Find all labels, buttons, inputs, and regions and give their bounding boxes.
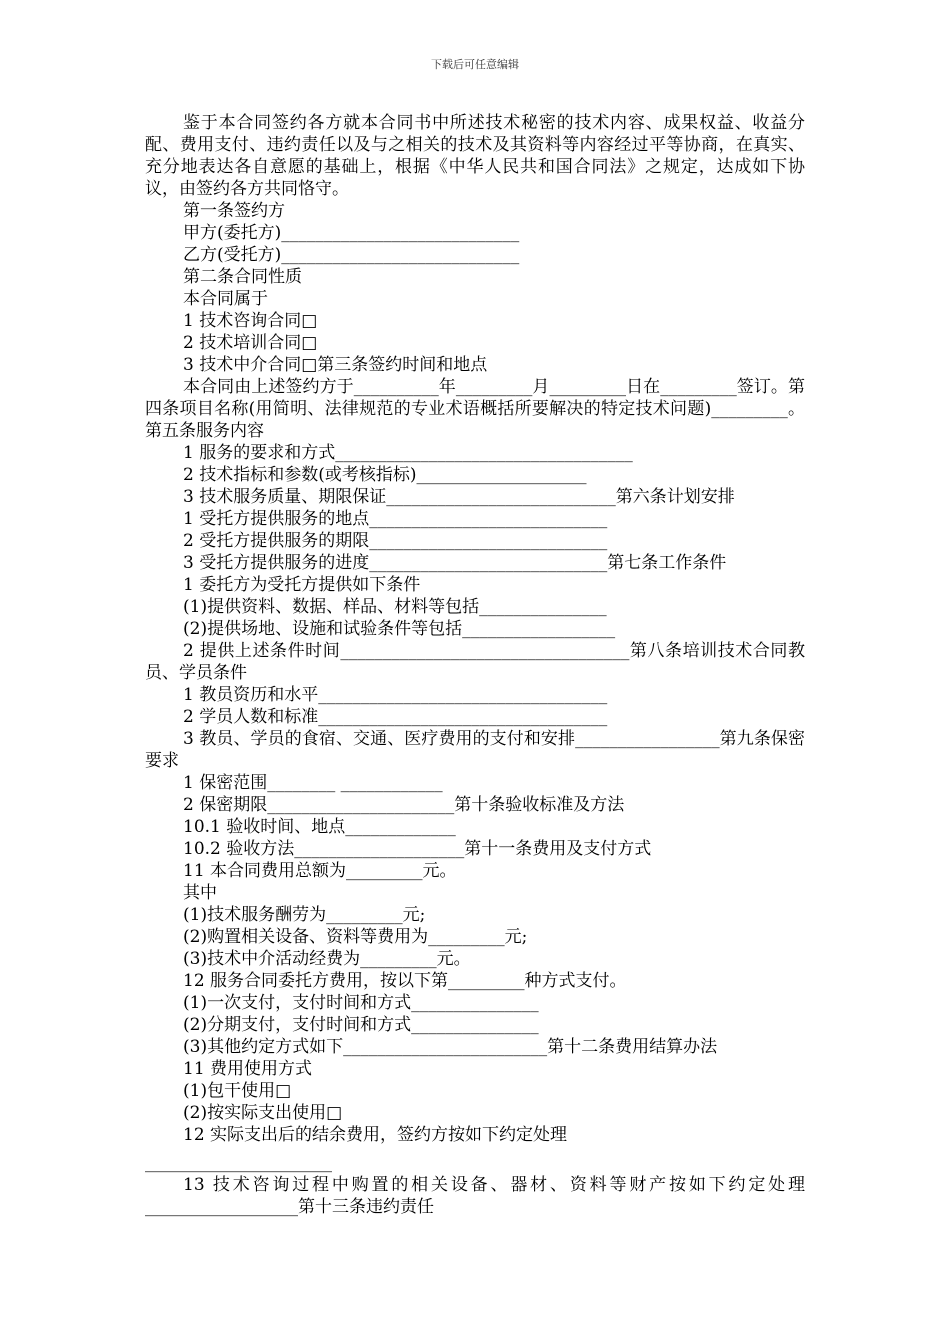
secrecy-term-line: 2 保密期限______________________第十条验收标准及方法 <box>183 795 625 815</box>
property-paragraph: 13 技术咨询过程中购置的相关设备、器材、资料等财产按如下约定处理__________________第十三条违约责任 <box>145 1175 805 1217</box>
signing-paragraph: 本合同由上述签约方于__________年_________月_________日在_________签订。第四条项目名称(用简明、法律规范的专业术语概括所要解决的特定技术问题)_________。第五条服务内容 <box>145 377 805 441</box>
condition-line-3: (2)提供场地、设施和试验条件等包括__________________ <box>183 619 616 639</box>
contract-type-intro: 本合同属于 <box>183 289 268 309</box>
surplus-blank: ______________________ <box>145 1153 332 1173</box>
payment-option-1: (1)一次支付，支付时间和方式_______________ <box>183 993 539 1013</box>
type-option-intermediary: 3 技术中介合同□第三条签约时间和地点 <box>183 355 488 375</box>
payment-option-2: (2)分期支付，支付时间和方式_______________ <box>183 1015 539 1035</box>
expense-paragraph: 3 教员、学员的食宿、交通、医疗费用的支付和安排_________________第九条保密要求 <box>145 729 805 771</box>
total-fee-line: 11 本合同费用总额为_________元。 <box>183 861 457 881</box>
condition-line-1: 1 委托方为受托方提供如下条件 <box>183 575 421 595</box>
plan-line-1: 1 受托方提供服务的地点____________________________ <box>183 509 608 529</box>
fee-usage-option-1: (1)包干使用□ <box>183 1081 292 1101</box>
article-2-heading: 第二条合同性质 <box>183 267 302 287</box>
secrecy-scope-line: 1 保密范围________ ____________ <box>183 773 443 793</box>
plan-line-3: 3 受托方提供服务的进度____________________________第七条工作条件 <box>183 553 727 573</box>
condition-line-2: (1)提供资料、数据、样品、材料等包括_______________ <box>183 597 607 617</box>
acceptance-method-line: 10.2 验收方法____________________第十一条费用及支付方式 <box>183 839 652 859</box>
fee-item-3: (3)技术中介活动经费为_________元。 <box>183 949 471 969</box>
surplus-line: 12 实际支出后的结余费用，签约方按如下约定处理 <box>183 1125 568 1145</box>
payment-method-line: 12 服务合同委托方费用，按以下第_________种方式支付。 <box>183 971 627 991</box>
fee-breakdown-label: 其中 <box>183 883 217 903</box>
payment-option-3: (3)其他约定方式如下________________________第十二条费用结算办法 <box>183 1037 718 1057</box>
service-line-2: 2 技术指标和参数(或考核指标)____________________ <box>183 465 587 485</box>
training-paragraph: 2 提供上述条件时间__________________________________第八条培训技术合同教员、学员条件 <box>145 641 805 683</box>
page-header: 下载后可任意编辑 <box>431 58 519 71</box>
party-b-line: 乙方(受托方)____________________________ <box>183 245 520 265</box>
article-1-heading: 第一条签约方 <box>183 201 285 221</box>
teacher-line: 1 教员资历和水平__________________________________ <box>183 685 608 705</box>
fee-item-1: (1)技术服务酬劳为_________元; <box>183 905 426 925</box>
fee-usage-heading: 11 费用使用方式 <box>183 1059 313 1079</box>
fee-usage-option-2: (2)按实际支出使用□ <box>183 1103 343 1123</box>
intro-paragraph: 鉴于本合同签约各方就本合同书中所述技术秘密的技术内容、成果权益、收益分配、费用支付、违约责任以及与之相关的技术及其资料等内容经过平等协商，在真实、充分地表达各自意愿的基础上，根据《中华人民共和国合同法》之规定，达成如下协议，由签约各方共同恪守。 <box>145 113 805 199</box>
fee-item-2: (2)购置相关设备、资料等费用为_________元; <box>183 927 528 947</box>
contract-body <box>145 112 805 1218</box>
type-option-training: 2 技术培训合同□ <box>183 333 318 353</box>
student-line: 2 学员人数和标准__________________________________ <box>183 707 608 727</box>
party-a-line: 甲方(委托方)____________________________ <box>183 223 520 243</box>
acceptance-time-line: 10.1 验收时间、地点_____________ <box>183 817 456 837</box>
type-option-consulting: 1 技术咨询合同□ <box>183 311 318 331</box>
service-line-1: 1 服务的要求和方式___________________________________ <box>183 443 633 463</box>
plan-line-2: 2 受托方提供服务的期限____________________________ <box>183 531 608 551</box>
service-line-3: 3 技术服务质量、期限保证___________________________第六条计划安排 <box>183 487 735 507</box>
